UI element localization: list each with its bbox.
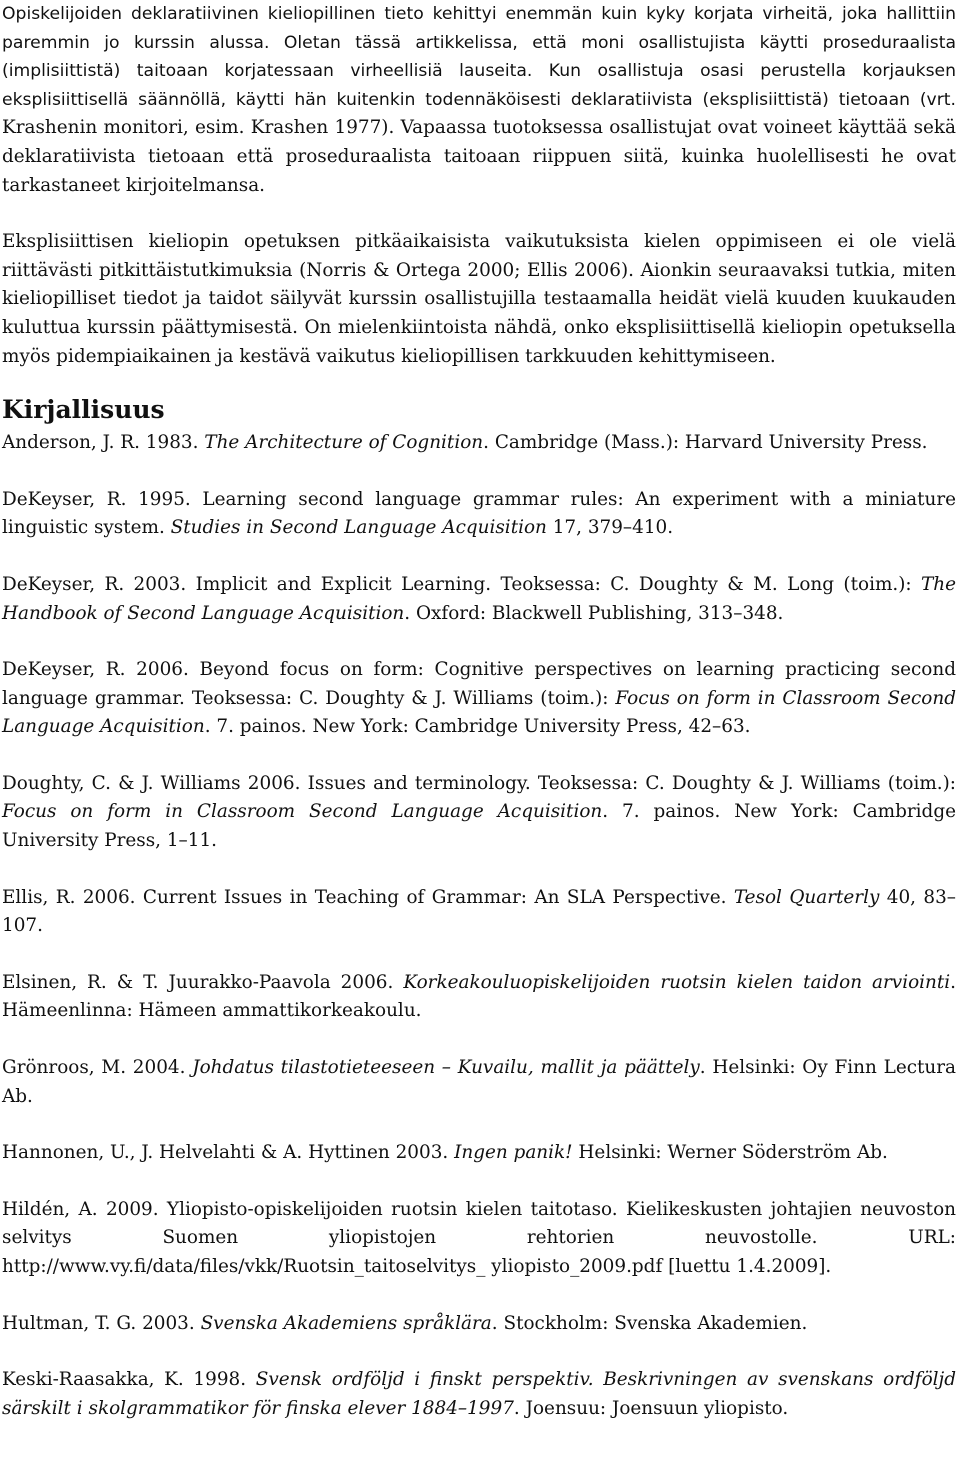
reference-text: Ellis, R. 2006. Current Issues in Teaching of Grammar: An SLA Perspective. xyxy=(2,886,734,908)
reference-item xyxy=(2,486,956,543)
reference-text: . Joensuu: Joensuun yliopisto. xyxy=(513,1397,789,1419)
reference-text: . 7. painos. New York: Cambridge University Press, 1–11. xyxy=(2,801,956,852)
reference-text: . Hämeenlinna: Hämeen ammattikorkeakoulu. xyxy=(2,971,957,1022)
reference-text: Hildén, A. 2009. Yliopisto-opiskelijoiden ruotsin kielen taitotaso. Kielikeskusten johtajien neuvoston selvitys Suomen yliopistojen rehtorien neuvostolle. URL: http://www.vy.fi/data/files/vkk/Ruotsin_taitoselvitys_ yliopisto_2009.pdf [luettu 1.4.2009]. xyxy=(2,1198,956,1277)
references-heading: Kirjallisuus xyxy=(2,395,165,425)
reference-item xyxy=(2,571,956,628)
reference-text: . Helsinki: Oy Finn Lectura Ab. xyxy=(2,1057,956,1107)
reference-item xyxy=(2,1054,956,1111)
reference-title: The Architecture of Cognition xyxy=(204,432,484,454)
reference-text: Anderson, J. R. 1983. xyxy=(2,432,205,454)
reference-text: . 7. painos. New York: Cambridge University Press, 42–63. xyxy=(204,716,751,738)
reference-item xyxy=(2,1310,956,1339)
reference-text: Doughty, C. & J. Williams 2006. Issues and terminology. Teoksessa: C. Doughty & J. Williams (toim.): xyxy=(2,772,956,794)
reference-title: Studies in Second Language Acquisition xyxy=(170,517,547,539)
body-paragraph-1 xyxy=(2,0,956,200)
body-paragraph-2: Eksplisiittisen kieliopin opetuksen pitkäaikaisista vaikutuksista kielen oppimiseen ei ole vielä riittävästi pitkittäistutkimuksia (Norris & Ortega 2000; Ellis 2006). Aionkin seuraavaksi tutkia, miten kieliopilliset tiedot ja taidot säilyvät kurssin osallistujilla testaamalla heidät vielä kuuden kuukauden kuluttua kurssin päättymisestä. On mielenkiintoista nähdä, onko eksplisiittisellä kieliopin opetuksella myös pidempiaikainen ja kestävä vaikutus kieliopillisen tarkkuuden kehittymiseen. xyxy=(2,231,956,367)
reference-title: Johdatus tilastotieteeseen – Kuvailu, mallit ja päättely xyxy=(192,1057,700,1079)
reference-text: DeKeyser, R. 1995. Learning second language grammar rules: An experiment with a miniature linguistic system. xyxy=(2,488,956,539)
reference-text: DeKeyser, R. 2003. Implicit and Explicit Learning. Teoksessa: C. Doughty & M. Long (toim.): xyxy=(2,573,921,595)
reference-text: Helsinki: Werner Söderström Ab. xyxy=(572,1142,888,1164)
reference-text: Grönroos, M. 2004. xyxy=(2,1057,193,1079)
reference-text: . Stockholm: Svenska Akademien. xyxy=(491,1312,808,1334)
reference-text: Hultman, T. G. 2003. xyxy=(2,1312,201,1334)
reference-item xyxy=(2,1196,956,1282)
paragraph-1-serif-text: Krashenin monitori, esim. Krashen 1977). Vapaassa tuotoksessa osallistujat ovat voineet käyttää sekä deklaratiivista tietoaan että proseduraalista taitoaan riippuen siitä, kuinka huolellisesti he ovat tarkastaneet kirjoitelmansa. xyxy=(2,117,956,196)
reference-list xyxy=(2,429,956,1423)
reference-text: DeKeyser, R. 2006. Beyond focus on form: Cognitive perspectives on learning practicing second language grammar. Teoksessa: C. Doughty & J. Williams (toim.): xyxy=(2,659,956,709)
reference-item xyxy=(2,429,956,458)
reference-title: Svenska Akademiens språklära xyxy=(200,1312,492,1334)
reference-item xyxy=(2,884,956,941)
reference-text: Hannonen, U., J. Helvelahti & A. Hyttinen 2003. xyxy=(2,1142,455,1164)
reference-title: Svensk ordföljd i finskt perspektiv. Beskrivningen av svenskans ordföljd särskilt i skolgrammatikor för finska elever 1884–1997 xyxy=(2,1369,956,1419)
reference-title: Focus on form in Classroom Second Language Acquisition xyxy=(2,801,603,823)
reference-item xyxy=(2,656,956,742)
reference-item xyxy=(2,1139,956,1168)
reference-text: Elsinen, R. & T. Juurakko-Paavola 2006. xyxy=(2,971,404,993)
reference-title: Korkeakouluopiskelijoiden ruotsin kielen taidon arviointi xyxy=(403,971,951,993)
reference-text: Keski-Raasakka, K. 1998. xyxy=(2,1369,256,1391)
reference-title: The Handbook of Second Language Acquisition xyxy=(2,573,956,624)
reference-item xyxy=(2,770,956,856)
reference-text: . Oxford: Blackwell Publishing, 313–348. xyxy=(404,602,784,624)
reference-item xyxy=(2,969,956,1026)
reference-text: . Cambridge (Mass.): Harvard University Press. xyxy=(483,432,928,454)
reference-title: Focus on form in Classroom Second Language Acquisition xyxy=(2,687,957,738)
reference-title: Tesol Quarterly xyxy=(733,886,880,908)
reference-text: 17, 379–410. xyxy=(546,517,674,539)
reference-item xyxy=(2,1366,956,1423)
reference-title: Ingen panik! xyxy=(454,1142,573,1164)
paragraph-1-sans-text: Opiskelijoiden deklaratiivinen kieliopillinen tieto kehittyi enemmän kuin kyky korjata virheitä, joka hallittiin paremmin jo kurssin alussa. Oletan tässä artikkelissa, että moni osallistujista käytti proseduraalista (implisiittistä) taitoaan korjatessaan virheellisiä lauseita. Kun osallistuja osasi perustella korjauksen eksplisiittisellä säännöllä, käytti hän kuitenkin todennäköisesti deklaratiivista (eksplisiittistä) tietoaan (vrt. xyxy=(2,4,956,110)
reference-text: 40, 83–107. xyxy=(2,886,956,937)
